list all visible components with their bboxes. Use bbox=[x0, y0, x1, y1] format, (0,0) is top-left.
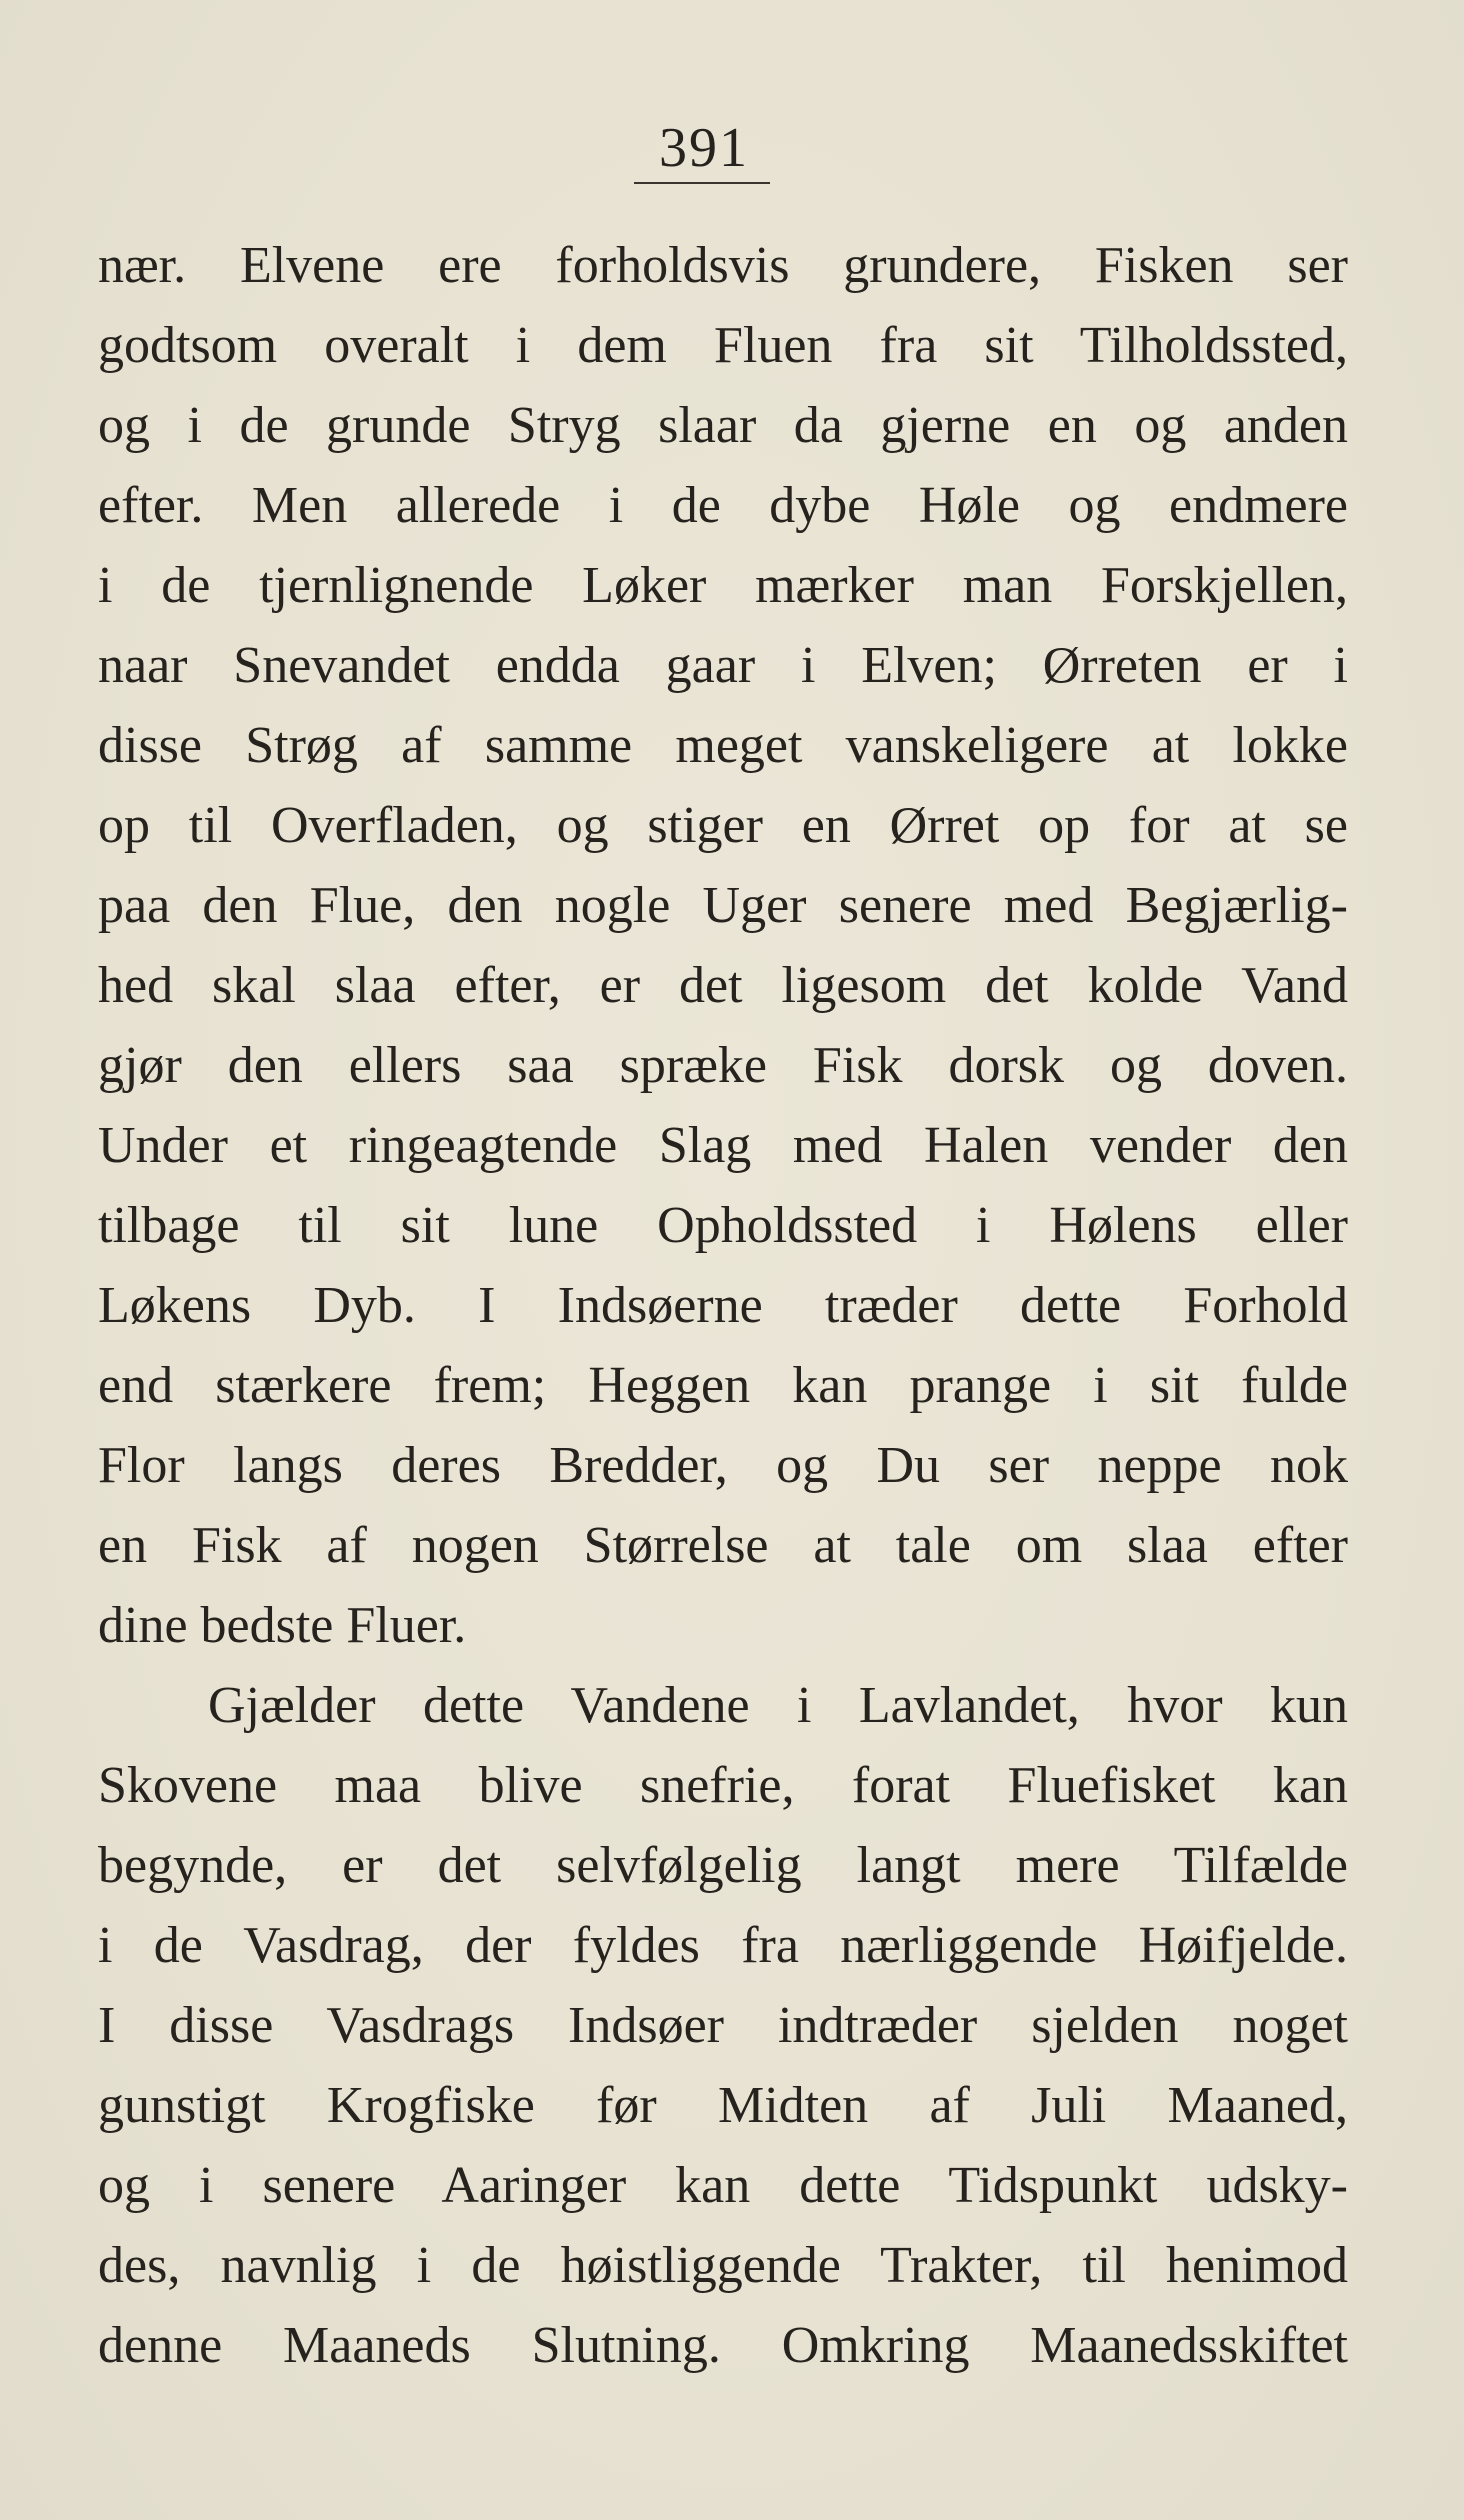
text-line: godtsom overalt i dem Fluen fra sit Tilholdssted, bbox=[98, 317, 1348, 374]
text-line: gjør den ellers saa spræke Fisk dorsk og doven. bbox=[98, 1037, 1348, 1094]
text-line: hed skal slaa efter, er det ligesom det kolde Vand bbox=[98, 957, 1348, 1014]
body-text bbox=[98, 226, 1348, 2386]
page-number-rule bbox=[634, 182, 770, 184]
text-line: naar Snevandet endda gaar i Elven; Ørreten er i bbox=[98, 637, 1348, 694]
text-line: paa den Flue, den nogle Uger senere med Begjærlig- bbox=[98, 877, 1348, 934]
text-line: en Fisk af nogen Størrelse at tale om slaa efter bbox=[98, 1517, 1348, 1574]
text-line: efter. Men allerede i de dybe Høle og endmere bbox=[98, 477, 1348, 534]
text-line: begynde, er det selvfølgelig langt mere Tilfælde bbox=[98, 1837, 1348, 1894]
text-line: og i de grunde Stryg slaar da gjerne en og anden bbox=[98, 397, 1348, 454]
text-line: i de Vasdrag, der fyldes fra nærliggende Høifjelde. bbox=[98, 1917, 1348, 1974]
text-line: disse Strøg af samme meget vanskeligere at lokke bbox=[98, 717, 1348, 774]
text-line: og i senere Aaringer kan dette Tidspunkt udsky- bbox=[98, 2157, 1348, 2214]
text-line: denne Maaneds Slutning. Omkring Maanedsskiftet bbox=[98, 2317, 1348, 2374]
text-line: Under et ringeagtende Slag med Halen vender den bbox=[98, 1117, 1348, 1174]
text-line: nær. Elvene ere forholdsvis grundere, Fisken ser bbox=[98, 237, 1348, 294]
paragraph-first-line: Gjælder dette Vandene i Lavlandet, hvor kun bbox=[208, 1677, 1348, 1734]
text-line: tilbage til sit lune Opholdssted i Hølens eller bbox=[98, 1197, 1348, 1254]
text-line: Flor langs deres Bredder, og Du ser neppe nok bbox=[98, 1437, 1348, 1494]
text-line: end stærkere frem; Heggen kan prange i sit fulde bbox=[98, 1357, 1348, 1414]
text-line: op til Overfladen, og stiger en Ørret op for at se bbox=[98, 797, 1348, 854]
text-line: gunstigt Krogfiske før Midten af Juli Maaned, bbox=[98, 2077, 1348, 2134]
text-line: I disse Vasdrags Indsøer indtræder sjelden noget bbox=[98, 1997, 1348, 2054]
text-line: i de tjernlignende Løker mærker man Forskjellen, bbox=[98, 557, 1348, 614]
text-line: Løkens Dyb. I Indsøerne træder dette Forhold bbox=[98, 1277, 1348, 1334]
page-number: 391 bbox=[659, 117, 749, 179]
text-line: des, navnlig i de høistliggende Trakter, til henimod bbox=[98, 2237, 1348, 2294]
paragraph-end-line: dine bedste Fluer. bbox=[98, 1597, 467, 1654]
text-line: Skovene maa blive snefrie, forat Fluefisket kan bbox=[98, 1757, 1348, 1814]
